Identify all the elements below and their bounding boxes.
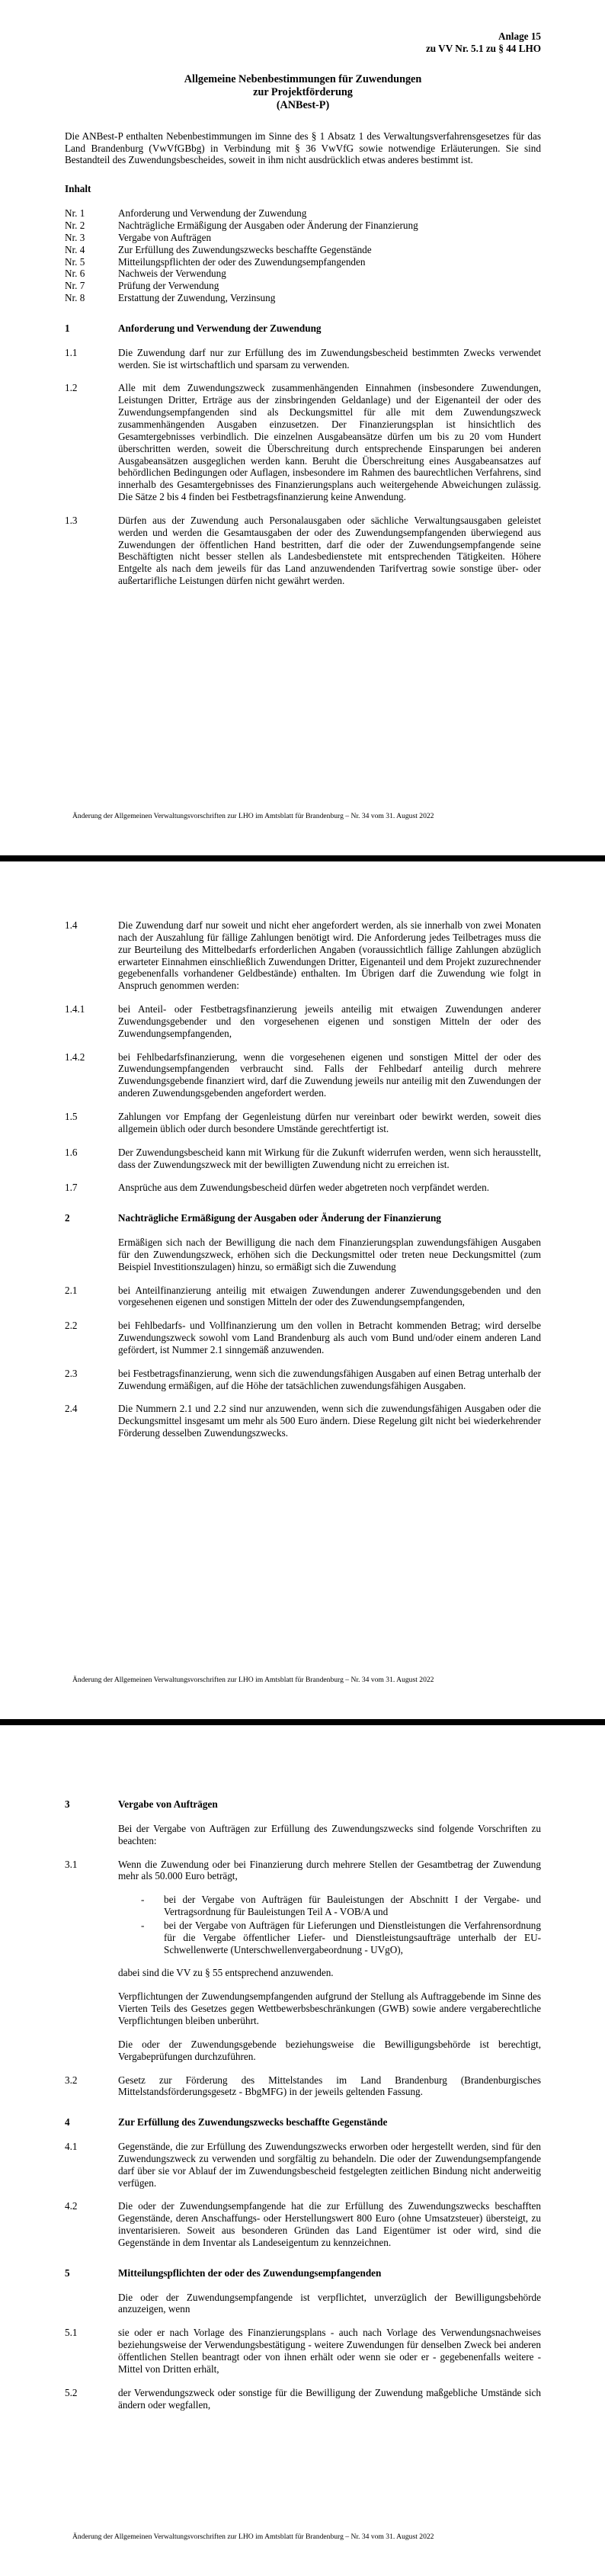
dash-marker: - [141, 1919, 145, 1931]
section-number: 1 [65, 322, 70, 334]
doc-title [65, 73, 541, 112]
clause [65, 1182, 541, 1194]
doc-title-line: (ANBest-P) [276, 98, 330, 111]
clause-number: 4.2 [65, 2200, 78, 2212]
toc-item [65, 207, 541, 220]
clause-number: 1.1 [65, 346, 78, 358]
clause-text: Dürfen aus der Zuwendung auch Personalausgaben oder sächliche Verwaltungsausgaben geleistet werden und werden die Gesamtausgaben der oder des Zuwendungsempfangenden überwiegend aus Zuwendungen der öffentlichen Hand bestritten, darf die oder der Zuwendungsempfangende seine Beschäftigten nicht besser stellen als Landesbedienstete mit entsprechenden Tätigkeiten. Höhere Entgelte als nach dem jeweils für das Land anzuwendenden Tarifvertrag sowie sonstige über- oder außertarifliche Leistungen dürfen nicht gewährt werden. [118, 514, 541, 587]
doc-title-line: zur Projektförderung [253, 85, 353, 98]
toc-item [65, 268, 541, 280]
toc-number: Nr. 8 [65, 292, 85, 304]
clause [65, 1368, 541, 1392]
clause-text: Zahlungen vor Empfang der Gegenleistung dürfen nur vereinbart oder bewirkt werden, soweit dies allgemein üblich oder durch besondere Umstände gerechtfertigt ist. [118, 1110, 541, 1134]
clause-text: bei Festbetragsfinanzierung, wenn sich die zuwendungsfähigen Ausgaben auf einen Betrag unterhalb der Zuwendung ermäßigen, auf die Höhe der tatsächlichen zuwendungsfähigen Ausgaben. [118, 1367, 541, 1391]
paragraph: Bei der Vergabe von Aufträgen zur Erfüllung des Zuwendungszwecks sind folgende Vorschriften zu beachten: [118, 1822, 541, 1846]
toc-number: Nr. 2 [65, 220, 85, 231]
page-footer: Änderung der Allgemeinen Verwaltungsvorschriften zur LHO im Amtsblatt für Brandenburg – Nr. 34 vom 31. August 2022 [72, 1675, 434, 1684]
clause-text: sie oder er nach Vorlage des Finanzierungsplans - auch nach Vorlage des Verwendungsnachweises beziehungsweise der Verwendungsbestätigung - weitere Zuwendungen für denselben Zweck bei anderen öffentlichen Stellen beantragt oder von ihnen erhält oder wenn sie oder er - gegebenenfalls weitere - Mittel von Dritten erhält, [118, 2327, 541, 2375]
paragraph: Ermäßigen sich nach der Bewilligung die nach dem Finanzierungsplan zuwendungsfähigen Ausgaben für den Zuwendungszweck, erhöhen sich die Deckungsmittel oder treten neue Deckungsmittel (zum Beispiel Investitionszulagen) hinzu, so ermäßigt sich die Zuwendung [118, 1237, 541, 1272]
toc-number: Nr. 5 [65, 255, 85, 268]
page-2 [0, 861, 605, 1719]
clause-number: 2.1 [65, 1284, 78, 1296]
clause [65, 2141, 541, 2189]
clause-text: Ansprüche aus dem Zuwendungsbescheid dürfen weder abgetreten noch verpfändet werden. [118, 1182, 490, 1194]
doc-title-line: Allgemeine Nebenbestimmungen für Zuwendungen [184, 72, 422, 85]
page-1-content [0, 0, 605, 587]
page-divider [0, 1719, 605, 1725]
toc-number: Nr. 3 [65, 231, 85, 243]
toc-item [65, 256, 541, 268]
clause [65, 1003, 541, 1040]
section-title: Nachträgliche Ermäßigung der Ausgaben oder Änderung der Finanzierung [118, 1212, 441, 1224]
clause-text: Die oder der Zuwendungsempfangende hat die zur Erfüllung des Zuwendungszwecks beschafften Gegenstände, deren Anschaffungs- oder Herstellungswert 800 Euro (ohne Umsatzsteuer) übersteigt, zu inventarisieren. Soweit aus besonderen Gründen das Land Eigentümer ist oder wird, sind die Gegenstände in dem Inventar als Landeseigentum zu kennzeichnen. [118, 2200, 541, 2248]
page-divider [0, 855, 605, 861]
clause-number: 5.1 [65, 2327, 78, 2339]
page-1 [0, 0, 605, 855]
clause-text: bei Anteil- oder Festbetragsfinanzierung jeweils anteilig mit etwaigen Zuwendungen anderer Zuwendungsgebender und den vorgesehenen eigenen und sonstigen Mitteln der oder des Zuwendungsempfangenden, [118, 1003, 541, 1039]
clause-number: 2.2 [65, 1320, 78, 1332]
clause-number: 4.1 [65, 2141, 78, 2153]
toc-number: Nr. 7 [65, 280, 85, 292]
section-number: 2 [65, 1212, 70, 1224]
annex-label [65, 30, 541, 55]
clause [65, 382, 541, 502]
toc-number: Nr. 4 [65, 243, 85, 255]
toc-label: Nachweis der Verwendung [118, 268, 226, 280]
page-2-content [0, 861, 605, 1439]
clause-text: Gesetz zur Förderung des Mittelstandes im Land Brandenburg (Brandenburgisches Mittelstandsförderungsgesetz - BbgMFG) in der jeweils geltenden Fassung. [118, 2074, 541, 2098]
toc-number: Nr. 6 [65, 268, 85, 280]
clause-number: 1.4 [65, 919, 78, 931]
clause [65, 1147, 541, 1171]
clause-text: Die Zuwendung darf nur zur Erfüllung des im Zuwendungsbescheid bestimmten Zwecks verwendet werden. Sie ist wirtschaftlich und sparsam zu verwenden. [118, 346, 541, 371]
paragraph: Die oder der Zuwendungsempfangende ist verpflichtet, unverzüglich der Bewilligungsbehörde anzuzeigen, wenn [118, 2291, 541, 2315]
page-footer: Änderung der Allgemeinen Verwaltungsvorschriften zur LHO im Amtsblatt für Brandenburg – Nr. 34 vom 31. August 2022 [72, 2532, 434, 2541]
toc-item [65, 232, 541, 244]
section-title: Vergabe von Aufträgen [118, 1798, 218, 1810]
clause-number: 1.4.1 [65, 1003, 85, 1015]
section-title: Mitteilungspflichten der oder des Zuwendungsempfangenden [118, 2266, 382, 2279]
clause-text: Die Nummern 2.1 und 2.2 sind nur anzuwenden, wenn sich die zuwendungsfähigen Ausgaben oder die Deckungsmittel insgesamt um mehr als 500 Euro ändern. Diese Regelung gilt nicht bei wiederkehrender Förderung desselben Zuwendungszwecks. [118, 1403, 541, 1439]
clause-number: 1.5 [65, 1110, 78, 1122]
toc-label: Erstattung der Zuwendung, Verzinsung [118, 292, 276, 304]
toc-label: Prüfung der Verwendung [118, 280, 219, 292]
clause-number: 1.3 [65, 514, 78, 526]
bullet-text: bei der Vergabe von Aufträgen für Lieferungen und Dienstleistungen die Verfahrensordnung für die Vergabe öffentlicher Liefer- und Dienstleistungsaufträge unterhalb der EU-Schwellenwerte (Unterschwellenvergabeordnung - UVgO), [164, 1919, 541, 1955]
section-number: 3 [65, 1798, 70, 1810]
toc-label: Mitteilungspflichten der oder des Zuwendungsempfangenden [118, 255, 366, 268]
clause-number: 1.2 [65, 382, 78, 394]
paragraph: dabei sind die VV zu § 55 entsprechend anzuwenden. [118, 1967, 334, 1979]
toc-item [65, 292, 541, 304]
toc-label: Anforderung und Verwendung der Zuwendung [118, 207, 307, 220]
clause [65, 1859, 541, 1883]
bullet-item [141, 1894, 541, 1918]
section-number: 4 [65, 2116, 70, 2128]
clause [65, 347, 541, 371]
clause-number: 1.7 [65, 1182, 78, 1194]
paragraph: Die oder der Zuwendungsgebende beziehungsweise die Bewilligungsbehörde ist berechtigt, Vergabeprüfungen durchzuführen. [118, 2038, 541, 2062]
clause-text: Der Zuwendungsbescheid kann mit Wirkung für die Zukunft widerrufen werden, wenn sich herausstellt, dass der Zuwendungszweck mit der bewilligten Zuwendung nicht zu erreichen ist. [118, 1146, 541, 1170]
paragraph: Verpflichtungen der Zuwendungsempfangenden aufgrund der Stellung als Auftraggebende im Sinne des Vierten Teils des Gesetzes gegen Wettbewerbsbeschränkungen (GWB) sowie andere vergaberechtliche Verpflichtungen bleiben unberührt. [118, 1991, 541, 2026]
bullet-item [141, 1920, 541, 1956]
section-number: 5 [65, 2266, 70, 2279]
toc-label: Vergabe von Aufträgen [118, 231, 212, 243]
bullet-text: bei der Vergabe von Aufträgen für Bauleistungen der Abschnitt I der Vergabe- und Vertragsordnung für Bauleistungen Teil A - VOB/A und [164, 1894, 541, 1918]
toc-label: Nachträgliche Ermäßigung der Ausgaben oder Änderung der Finanzierung [118, 220, 418, 231]
clause-text: Die Zuwendung darf nur soweit und nicht eher angefordert werden, als sie innerhalb von zwei Monaten nach der Auszahlung für fällige Zahlungen benötigt wird. Die Anforderung jedes Teilbetrages muss die zur Beurteilung des Mittelbedarfs erforderlichen Angaben (voraussichtlich fällige Zahlungen abzüglich erwarteter Einnahmen einschließlich Zuwendungen Dritter, Eigenanteil und dem Projekt zuzurechnender gegebenenfalls vorhandener Geldbestände) enthalten. Im Übrigen darf die Zuwendung wie folgt in Anspruch genommen werden: [118, 919, 541, 992]
clause-number: 3.1 [65, 1858, 78, 1870]
clause [65, 1403, 541, 1439]
toc-number: Nr. 1 [65, 207, 85, 220]
toc-label: Zur Erfüllung des Zuwendungszwecks beschaffte Gegenstände [118, 243, 372, 255]
clause [65, 2387, 541, 2411]
clause [65, 2200, 541, 2248]
clause [65, 1285, 541, 1309]
clause-text: Wenn die Zuwendung oder bei Finanzierung durch mehrere Stellen der Gesamtbetrag der Zuwendung mehr als 50.000 Euro beträgt, [118, 1858, 541, 1882]
section-heading [65, 2267, 541, 2279]
page-footer: Änderung der Allgemeinen Verwaltungsvorschriften zur LHO im Amtsblatt für Brandenburg – Nr. 34 vom 31. August 2022 [72, 811, 434, 820]
clause [65, 1051, 541, 1099]
clause-text: bei Fehlbedarfs- und Vollfinanzierung um den vollen in Betracht kommenden Betrag; wird derselbe Zuwendungszweck sowohl vom Land Brandenburg als auch vom Bund und/oder einem anderen Land gefördert, ist Nummer 2.1 sinngemäß anzuwenden. [118, 1320, 541, 1355]
inhalt-heading: Inhalt [65, 183, 91, 195]
clause-number: 5.2 [65, 2386, 78, 2398]
clause-number: 1.6 [65, 1146, 78, 1158]
clause-number: 3.2 [65, 2074, 78, 2086]
toc-item [65, 220, 541, 232]
clause [65, 2327, 541, 2375]
clause-number: 2.4 [65, 1403, 78, 1415]
section-title: Anforderung und Verwendung der Zuwendung [118, 322, 322, 334]
clause-number: 1.4.2 [65, 1051, 85, 1063]
clause-text: bei Fehlbedarfsfinanzierung, wenn die vorgesehenen eigenen und sonstigen Mittel der oder des Zuwendungsempfangenden verbraucht sind. Falls der Fehlbedarf anteilig durch mehrere Zuwendungsgebende finanziert wird, darf die Zuwendung jeweils nur anteilig mit den Zuwendungen der anderen Zuwendungsgebenden angefordert werden. [118, 1051, 541, 1099]
section-heading [65, 322, 541, 335]
section-heading [65, 2116, 541, 2128]
clause-text: Gegenstände, die zur Erfüllung des Zuwendungszwecks erworben oder hergestellt werden, sind für den Zuwendungszweck zu verwenden und sorgfältig zu behandeln. Die oder der Zuwendungsempfangende darf über sie vor Ablauf der im Zuwendungsbescheid festgelegten zeitlichen Bindung nicht anderweitig verfügen. [118, 2141, 541, 2189]
annex-line: Anlage 15 [498, 30, 541, 42]
clause [65, 1111, 541, 1135]
dash-marker: - [141, 1894, 145, 1906]
page-3-content [0, 1725, 605, 2411]
section-heading [65, 1798, 541, 1811]
clause [65, 919, 541, 992]
annex-line: zu VV Nr. 5.1 zu § 44 LHO [425, 42, 541, 54]
page-3 [0, 1725, 605, 2576]
clause-number: 2.3 [65, 1367, 78, 1379]
section-heading [65, 1212, 541, 1224]
clause-text: der Verwendungszweck oder sonstige für die Bewilligung der Zuwendung maßgebliche Umstände sich ändern oder wegfallen, [118, 2386, 541, 2411]
clause [65, 2074, 541, 2099]
clause [65, 515, 541, 587]
section-title: Zur Erfüllung des Zuwendungszwecks beschaffte Gegenstände [118, 2116, 388, 2128]
clause-text: Alle mit dem Zuwendungszweck zusammenhängenden Einnahmen (insbesondere Zuwendungen, Leistungen Dritter, Erträge aus der zinsbringenden Geldanlage) und der Eigenanteil der oder des Zuwendungsempfangenden sind als Deckungsmittel für alle mit dem Zuwendungszweck zusammenhängenden Ausgaben einzusetzen. Der Finanzierungsplan ist hinsichtlich des Gesamtergebnisses verbindlich. Die einzelnen Ausgabeansätze dürfen um bis zu 20 vom Hundert überschritten werden, soweit die Überschreitung durch entsprechende Einsparungen bei anderen Ausgabeansätzen ausgeglichen werden kann. Beruht die Überschreitung eines Ausgabeansatzes auf behördlichen Bedingungen oder Auflagen, insbesondere im Rahmen des baurechtlichen Verfahrens, sind innerhalb des Gesamtergebnisses des Finanzierungsplans auch weitergehende Abweichungen zulässig. Die Sätze 2 bis 4 finden bei Festbetragsfinanzierung keine Anwendung. [118, 382, 541, 503]
intro-paragraph: Die ANBest-P enthalten Nebenbestimmungen im Sinne des § 1 Absatz 1 des Verwaltungsverfahrensgesetzes für das Land Brandenburg (VwVfGBbg) in Verbindung mit § 36 VwVfG sowie notwendige Erläuterungen. Sie sind Bestandteil des Zuwendungsbescheides, soweit in ihm nicht ausdrücklich etwas anderes bestimmt ist. [65, 130, 541, 166]
toc-item [65, 280, 541, 292]
toc-item [65, 244, 541, 256]
clause-text: bei Anteilfinanzierung anteilig mit etwaigen Zuwendungen anderer Zuwendungsgebenden und den vorgesehenen eigenen und sonstigen Mitteln der oder des Zuwendungsempfangenden, [118, 1284, 541, 1308]
clause [65, 1320, 541, 1356]
